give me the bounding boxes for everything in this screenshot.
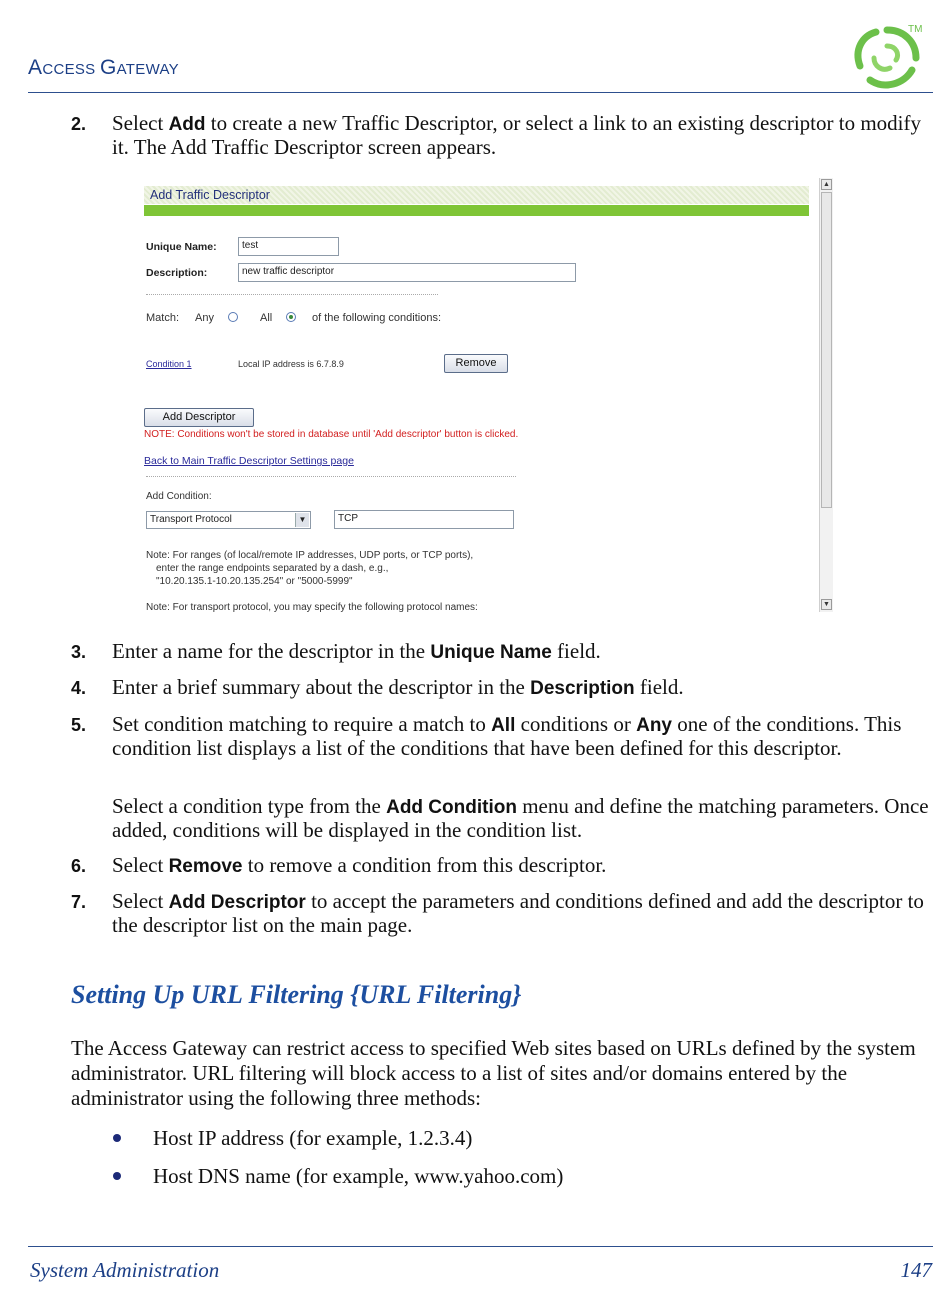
screen-title: Add Traffic Descriptor (150, 188, 270, 202)
company-logo-icon (846, 20, 928, 92)
condition-type-select[interactable] (146, 511, 311, 529)
ranges-note-line: "10.20.135.1-10.20.135.254" or "5000-5999" (156, 576, 353, 587)
step-text: Select a condition type from the (112, 794, 387, 818)
chevron-down-icon[interactable]: ▼ (295, 513, 309, 527)
unique-name-value: test (242, 240, 259, 251)
step-number: 6. (71, 856, 87, 876)
step-bold: Add Descriptor (168, 892, 306, 913)
step-7 (71, 890, 931, 938)
step-text: field. (551, 639, 601, 663)
step-text: conditions or (515, 712, 637, 736)
scroll-down-icon[interactable]: ▼ (821, 599, 832, 610)
section-paragraph: The Access Gateway can restrict access to specified Web sites based on URLs defined by the system administrator. URL filtering will block access to a list of sites and/or domains entered by the administrator using the following three methods: (71, 1036, 916, 1110)
step-number: 5. (71, 715, 87, 735)
step-text: menu and define the matching parameters. Once added, conditions will be displayed in the condition list. (112, 794, 929, 842)
section-heading: Setting Up URL Filtering {URL Filtering} (71, 980, 522, 1009)
step-text: Enter a brief summary about the descriptor in the (112, 675, 531, 699)
header-rest-1: CCESS (42, 61, 100, 78)
add-condition-label: Add Condition: (146, 491, 212, 502)
title-underline-bar (144, 205, 809, 216)
any-radio[interactable] (228, 312, 238, 322)
step-bold: Add (168, 114, 206, 135)
condition-type-value: Transport Protocol (150, 514, 232, 525)
unique-name-input[interactable] (238, 237, 339, 256)
step-bold: All (491, 715, 516, 736)
condition-1-text: Local IP address is 6.7.8.9 (238, 359, 344, 369)
description-value: new traffic descriptor (242, 266, 335, 277)
divider (146, 294, 438, 295)
footer-section-title: System Administration (30, 1258, 220, 1282)
header-rule (28, 92, 933, 93)
step-number: 7. (71, 892, 87, 912)
step-number: 4. (71, 678, 87, 698)
page-number: 147 (900, 1258, 932, 1282)
protocol-note: Note: For transport protocol, you may specify the following protocol names: (146, 602, 478, 613)
add-descriptor-button-label: Add Descriptor (162, 411, 236, 423)
step-text: Enter a name for the descriptor in the (112, 639, 431, 663)
step-text: to remove a condition from this descriptor. (242, 853, 607, 877)
step-3 (71, 640, 931, 664)
step-2 (71, 112, 931, 160)
remove-button[interactable] (444, 354, 508, 373)
step-text: one of the conditions. This condition list displays a list of the conditions that have been defined for this descriptor. (112, 712, 902, 760)
scroll-thumb[interactable] (821, 192, 832, 508)
step-text: to accept the parameters and conditions defined and add the descriptor to the descriptor list on the main page. (112, 889, 924, 937)
scroll-up-icon[interactable]: ▲ (821, 179, 832, 190)
all-label: All (260, 312, 273, 324)
footer-rule (28, 1246, 933, 1247)
step-bold: Remove (168, 856, 243, 877)
vertical-scrollbar[interactable] (819, 178, 833, 612)
storage-note: NOTE: Conditions won't be stored in database until 'Add descriptor' button is clicked. (144, 429, 519, 440)
step-text: to create a new Traffic Descriptor, or select a link to an existing descriptor to modify it. The Add Traffic Descriptor screen appears. (112, 111, 921, 159)
step-text: Select (112, 853, 169, 877)
list-item-text: Host DNS name (for example, www.yahoo.com) (153, 1164, 564, 1188)
description-label: Description: (146, 267, 208, 279)
step-text: field. (634, 675, 684, 699)
match-label: Match: (146, 312, 180, 324)
step-bold: Any (636, 715, 673, 736)
header-cap-g: G (99, 56, 117, 79)
running-header (28, 56, 179, 80)
step-5-detail (71, 795, 931, 843)
ranges-note-line: Note: For ranges (of local/remote IP addresses, UDP ports, or TCP ports), (146, 550, 474, 561)
description-input[interactable] (238, 263, 576, 282)
remove-button-label: Remove (455, 357, 497, 369)
match-suffix: of the following conditions: (312, 312, 442, 324)
step-bold: Unique Name (430, 642, 552, 663)
step-6 (71, 854, 931, 878)
step-4 (71, 676, 931, 700)
bullet-icon (113, 1172, 121, 1180)
protocol-input[interactable] (334, 510, 514, 529)
step-5 (71, 713, 931, 785)
back-to-main-link[interactable]: Back to Main Traffic Descriptor Settings page (144, 455, 354, 467)
all-radio[interactable] (286, 312, 296, 322)
protocol-value: TCP (338, 513, 358, 524)
step-text: Select (112, 111, 169, 135)
step-number: 3. (71, 642, 87, 662)
logo-tm: TM (908, 24, 923, 35)
step-number: 2. (71, 114, 87, 134)
list-item-text: Host IP address (for example, 1.2.3.4) (153, 1126, 473, 1150)
step-text: Select (112, 889, 169, 913)
header-cap-a: A (28, 56, 43, 79)
screen-title-bar (144, 186, 809, 204)
header-rest-2: ATEWAY (116, 61, 179, 78)
step-bold: Add Condition (386, 797, 517, 818)
add-traffic-descriptor-screenshot (140, 176, 834, 614)
add-descriptor-button[interactable] (144, 408, 254, 427)
divider (146, 476, 516, 477)
step-text: Set condition matching to require a match to (112, 712, 492, 736)
ranges-note-line: enter the range endpoints separated by a dash, e.g., (156, 563, 389, 574)
unique-name-label: Unique Name: (146, 241, 217, 253)
step-bold: Description (530, 678, 635, 699)
any-label: Any (195, 312, 214, 324)
bullet-icon (113, 1134, 121, 1142)
condition-1-link[interactable]: Condition 1 (146, 359, 192, 369)
